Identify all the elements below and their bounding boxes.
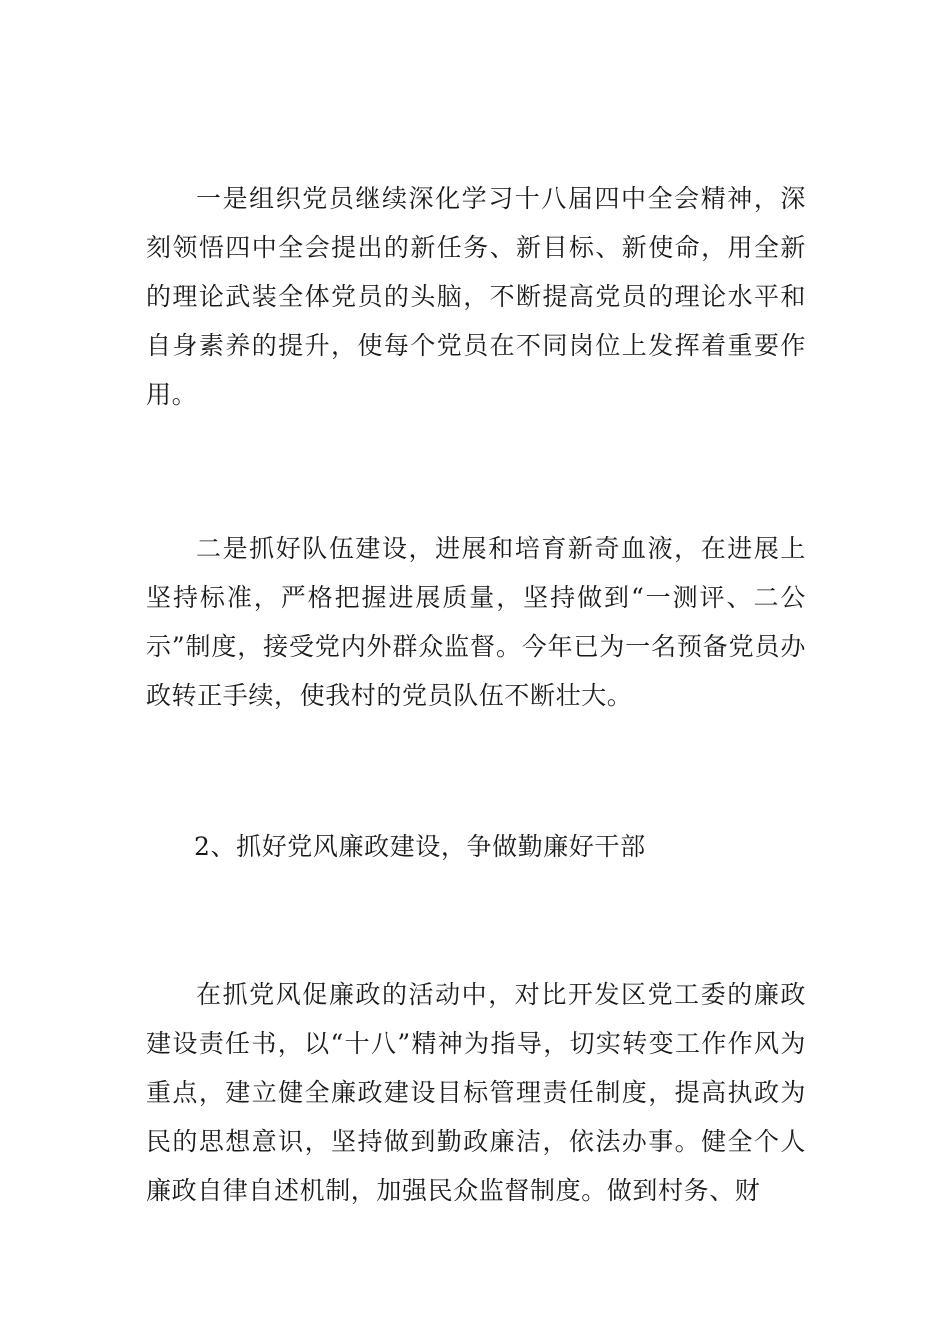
section-heading: 2、抓好党风廉政建设，争做勤廉好干部 <box>194 832 646 861</box>
paragraph-integrity: 在抓党风促廉政的活动中，对比开发区党工委的廉政建设责任书，以“十八”精神为指导，切实转变工作作风为重点，建立健全廉政建设目标管理责任制度，提高执政为民的思想意识，坚持做到勤政廉洁，依法办事。健全个人廉政自律自述机制，加强民众监督制度。做到村务、财 <box>146 980 806 1205</box>
paragraph-team-building: 二是抓好队伍建设，进展和培育新奇血液，在进展上坚持标准，严格把握进展质量，坚持做到“一测评、二公示”制度，接受党内外群众监督。今年已为一名预备党员办政转正手续，使我村的党员队伍不断壮大。 <box>146 534 806 710</box>
paragraph-party-study: 一是组织党员继续深化学习十八届四中全会精神，深刻领悟四中全会提出的新任务、新目标、新使命，用全新的理论武装全体党员的头脑，不断提高党员的理论水平和自身素养的提升，使每个党员在不同岗位上发挥着重要作用。 <box>146 184 806 409</box>
